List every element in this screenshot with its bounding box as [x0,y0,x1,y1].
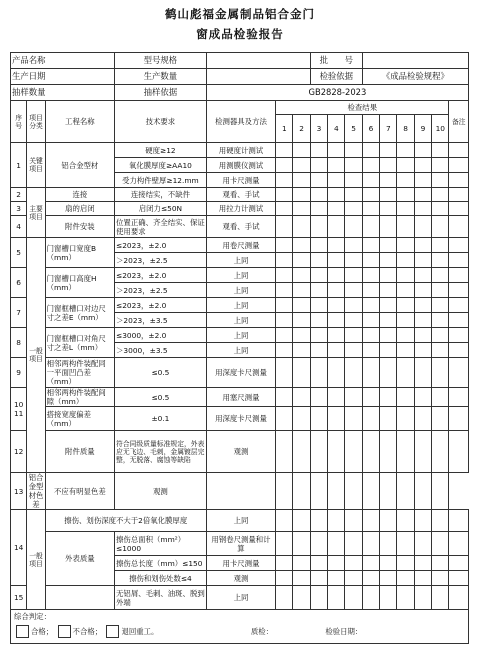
fail-label: 不合格； [72,627,103,636]
model-label: 型号规格 [115,53,207,69]
row-project: 附件安装 [45,216,114,238]
row-method: 上同 [206,313,275,328]
row-seq: 9 [11,358,27,388]
col-remark: 备注 [449,101,469,143]
col-tech: 技术要求 [115,101,207,143]
basis-value: 《成品检验规程》 [362,69,468,85]
result-col-num: 4 [328,115,345,143]
result-col-num: 1 [276,115,293,143]
result-col-num: 9 [414,115,431,143]
col-seq: 序号 [11,101,27,143]
inspector-label: 质检： [250,627,273,636]
result-col-num: 7 [380,115,397,143]
row-project: 外表质量 [45,532,114,586]
row-tech: 符合同级质量标准规定，外表应无飞边、毛刺，金属镀层完整，无脱落、腐蚀等缺陷 [115,431,207,473]
col-category: 项目分类 [27,101,45,143]
row-seq: 7 [11,298,27,328]
row-tech: ±0.1 [115,407,207,431]
sample-basis-value: GB2828-2023 [206,85,468,101]
row-seq: 2 [11,188,27,202]
row-method: 上同 [206,343,275,358]
row-seq: 5 [11,238,27,268]
row-tech: 擦伤和划伤处数≤4 [115,571,207,586]
row-tech: ≤0.5 [115,388,207,407]
row-project: 扇的启闭 [45,202,114,216]
row-method: 用深度卡尺测量 [206,358,275,388]
result-col-num: 6 [362,115,379,143]
report-title: 鹤山彪福金属制品铝合金门 [165,7,315,21]
row-project: 门窗槽口高度H（mm） [45,268,114,298]
date-label: 检验日期： [325,627,363,636]
verdict-label: 综合判定： [14,612,51,621]
category-general: 一般项目 [27,238,45,473]
row-project: 门窗框槽口对角尺寸之差L（mm） [45,328,114,358]
result-col-num: 2 [293,115,310,143]
row-project: 相邻两构件装配同一平面凹凸差（mm） [45,358,114,388]
row-seq: 14 [11,510,27,586]
row-tech: ≤2023，±2.0 [115,238,207,253]
row-method: 观看、手试 [206,188,275,202]
row-method: 上同 [206,328,275,343]
row-method: 用测膜仪测试 [206,158,275,173]
basis-label: 检验依据 [310,69,362,85]
pass-checkbox[interactable] [16,625,29,638]
production-date-label: 生产日期 [11,69,115,85]
row-method: 用拉力计测试 [206,202,275,216]
row-tech: 连接结实，不缺件 [115,188,207,202]
rework-checkbox[interactable] [106,625,119,638]
model-value [206,53,310,69]
row-seq: 8 [11,328,27,358]
row-tech: 擦伤总长度（mm）≤150 [115,556,207,571]
col-project: 工程名称 [45,101,114,143]
row-seq: 6 [11,268,27,298]
row-tech: 硬度≥12 [115,143,207,158]
category-general-2: 一般项目 [27,510,45,610]
row-method: 用卡尺测量 [206,173,275,188]
row-project: 附件质量 [45,431,114,473]
row-tech: 受力构件壁厚≥12.mm [115,173,207,188]
row-tech: 位置正确、齐全结实、保证使用要求 [116,217,205,236]
production-qty-label: 生产数量 [115,69,207,85]
row-method: 用硬度计测试 [206,143,275,158]
row-project [45,586,114,610]
row-tech: ≤3000，±2.0 [115,328,207,343]
row-seq: 4 [11,216,27,238]
rework-label: 退回重工。 [121,627,159,636]
row-project: 连接 [45,188,114,202]
result-col-num: 10 [432,115,449,143]
sample-qty-label: 抽样数量 [11,85,115,101]
report-subtitle: 窗成品检验报告 [196,27,284,41]
production-qty-value [206,69,310,85]
result-col-num: 3 [310,115,327,143]
row-seq: 10 11 [11,388,27,431]
batch-value [362,53,468,69]
row-tech: 擦伤总面积（mm²）≤1000 [115,532,207,556]
result-col-num: 5 [345,115,362,143]
inspection-table [10,52,469,644]
row-tech: 擦伤、划伤深度不大于2倍氧化膜厚度 [45,510,206,532]
col-results: 检查结果 [276,101,449,115]
row-tech: ≤2023，±2.0 [115,298,207,313]
pass-label: 合格； [31,627,54,636]
category-key: 关键项目 [27,143,45,188]
row-seq: 12 [11,431,27,473]
row-tech: ＞2023，±3.5 [115,313,207,328]
row-method: 观测 [115,473,207,510]
row-method: 观测 [206,571,275,586]
verdict-cell [11,610,469,644]
col-method: 检测器具及方法 [206,101,275,143]
row-method: 用深度卡尺测量 [206,407,275,431]
row-method: 上同 [206,510,275,532]
row-project: 铝合金型材色差 [28,473,44,509]
row-tech: 氧化膜厚度≥AA10 [115,158,207,173]
row-tech: 不应有明显色差 [45,473,114,510]
result-col-num: 8 [397,115,414,143]
row-method: 观测 [206,431,275,473]
row-tech: ＞3000，±3.5 [115,343,207,358]
row-method: 观看、手试 [206,216,275,238]
row-tech: ＞2023，±2.5 [115,283,207,298]
row-method: 上同 [206,268,275,283]
row-method: 上同 [206,283,275,298]
row-seq: 3 [11,202,27,216]
row-seq: 1 [11,143,27,188]
category-major: 主要项目 [27,188,45,238]
product-name-label: 产品名称 [11,53,115,69]
row-method: 上同 [206,298,275,313]
row-seq: 13 [11,473,27,510]
sample-basis-label: 抽样依据 [115,85,207,101]
row-method: 上同 [206,253,275,268]
row-project: 相邻两构件装配间隙（mm） [45,388,114,407]
row-tech: ≤0.5 [115,358,207,388]
row-tech: 启闭力≤50N [115,202,207,216]
row-method: 用卷尺测量 [206,238,275,253]
row-project: 门窗槽口宽度B（mm） [45,238,114,268]
row-method: 用钢卷尺测量和计算 [206,532,275,556]
row-tech: ＞2023，±2.5 [115,253,207,268]
row-method: 用塞尺测量 [206,388,275,407]
row-method: 上同 [206,586,275,610]
row-tech: 无铝屑、毛刺、油斑、脱到外端 [115,586,207,610]
fail-checkbox[interactable] [58,625,71,638]
row-project: 门窗框槽口对边尺寸之差E（mm） [45,298,114,328]
row-seq: 15 [11,586,27,610]
row-tech: ≤2023，±2.0 [115,268,207,283]
row-project: 铝合金型材 [45,143,114,188]
row-method: 用卡尺测量 [206,556,275,571]
batch-label: 批 号 [310,53,362,69]
row-project: 搭接宽度偏差（mm） [45,407,114,431]
